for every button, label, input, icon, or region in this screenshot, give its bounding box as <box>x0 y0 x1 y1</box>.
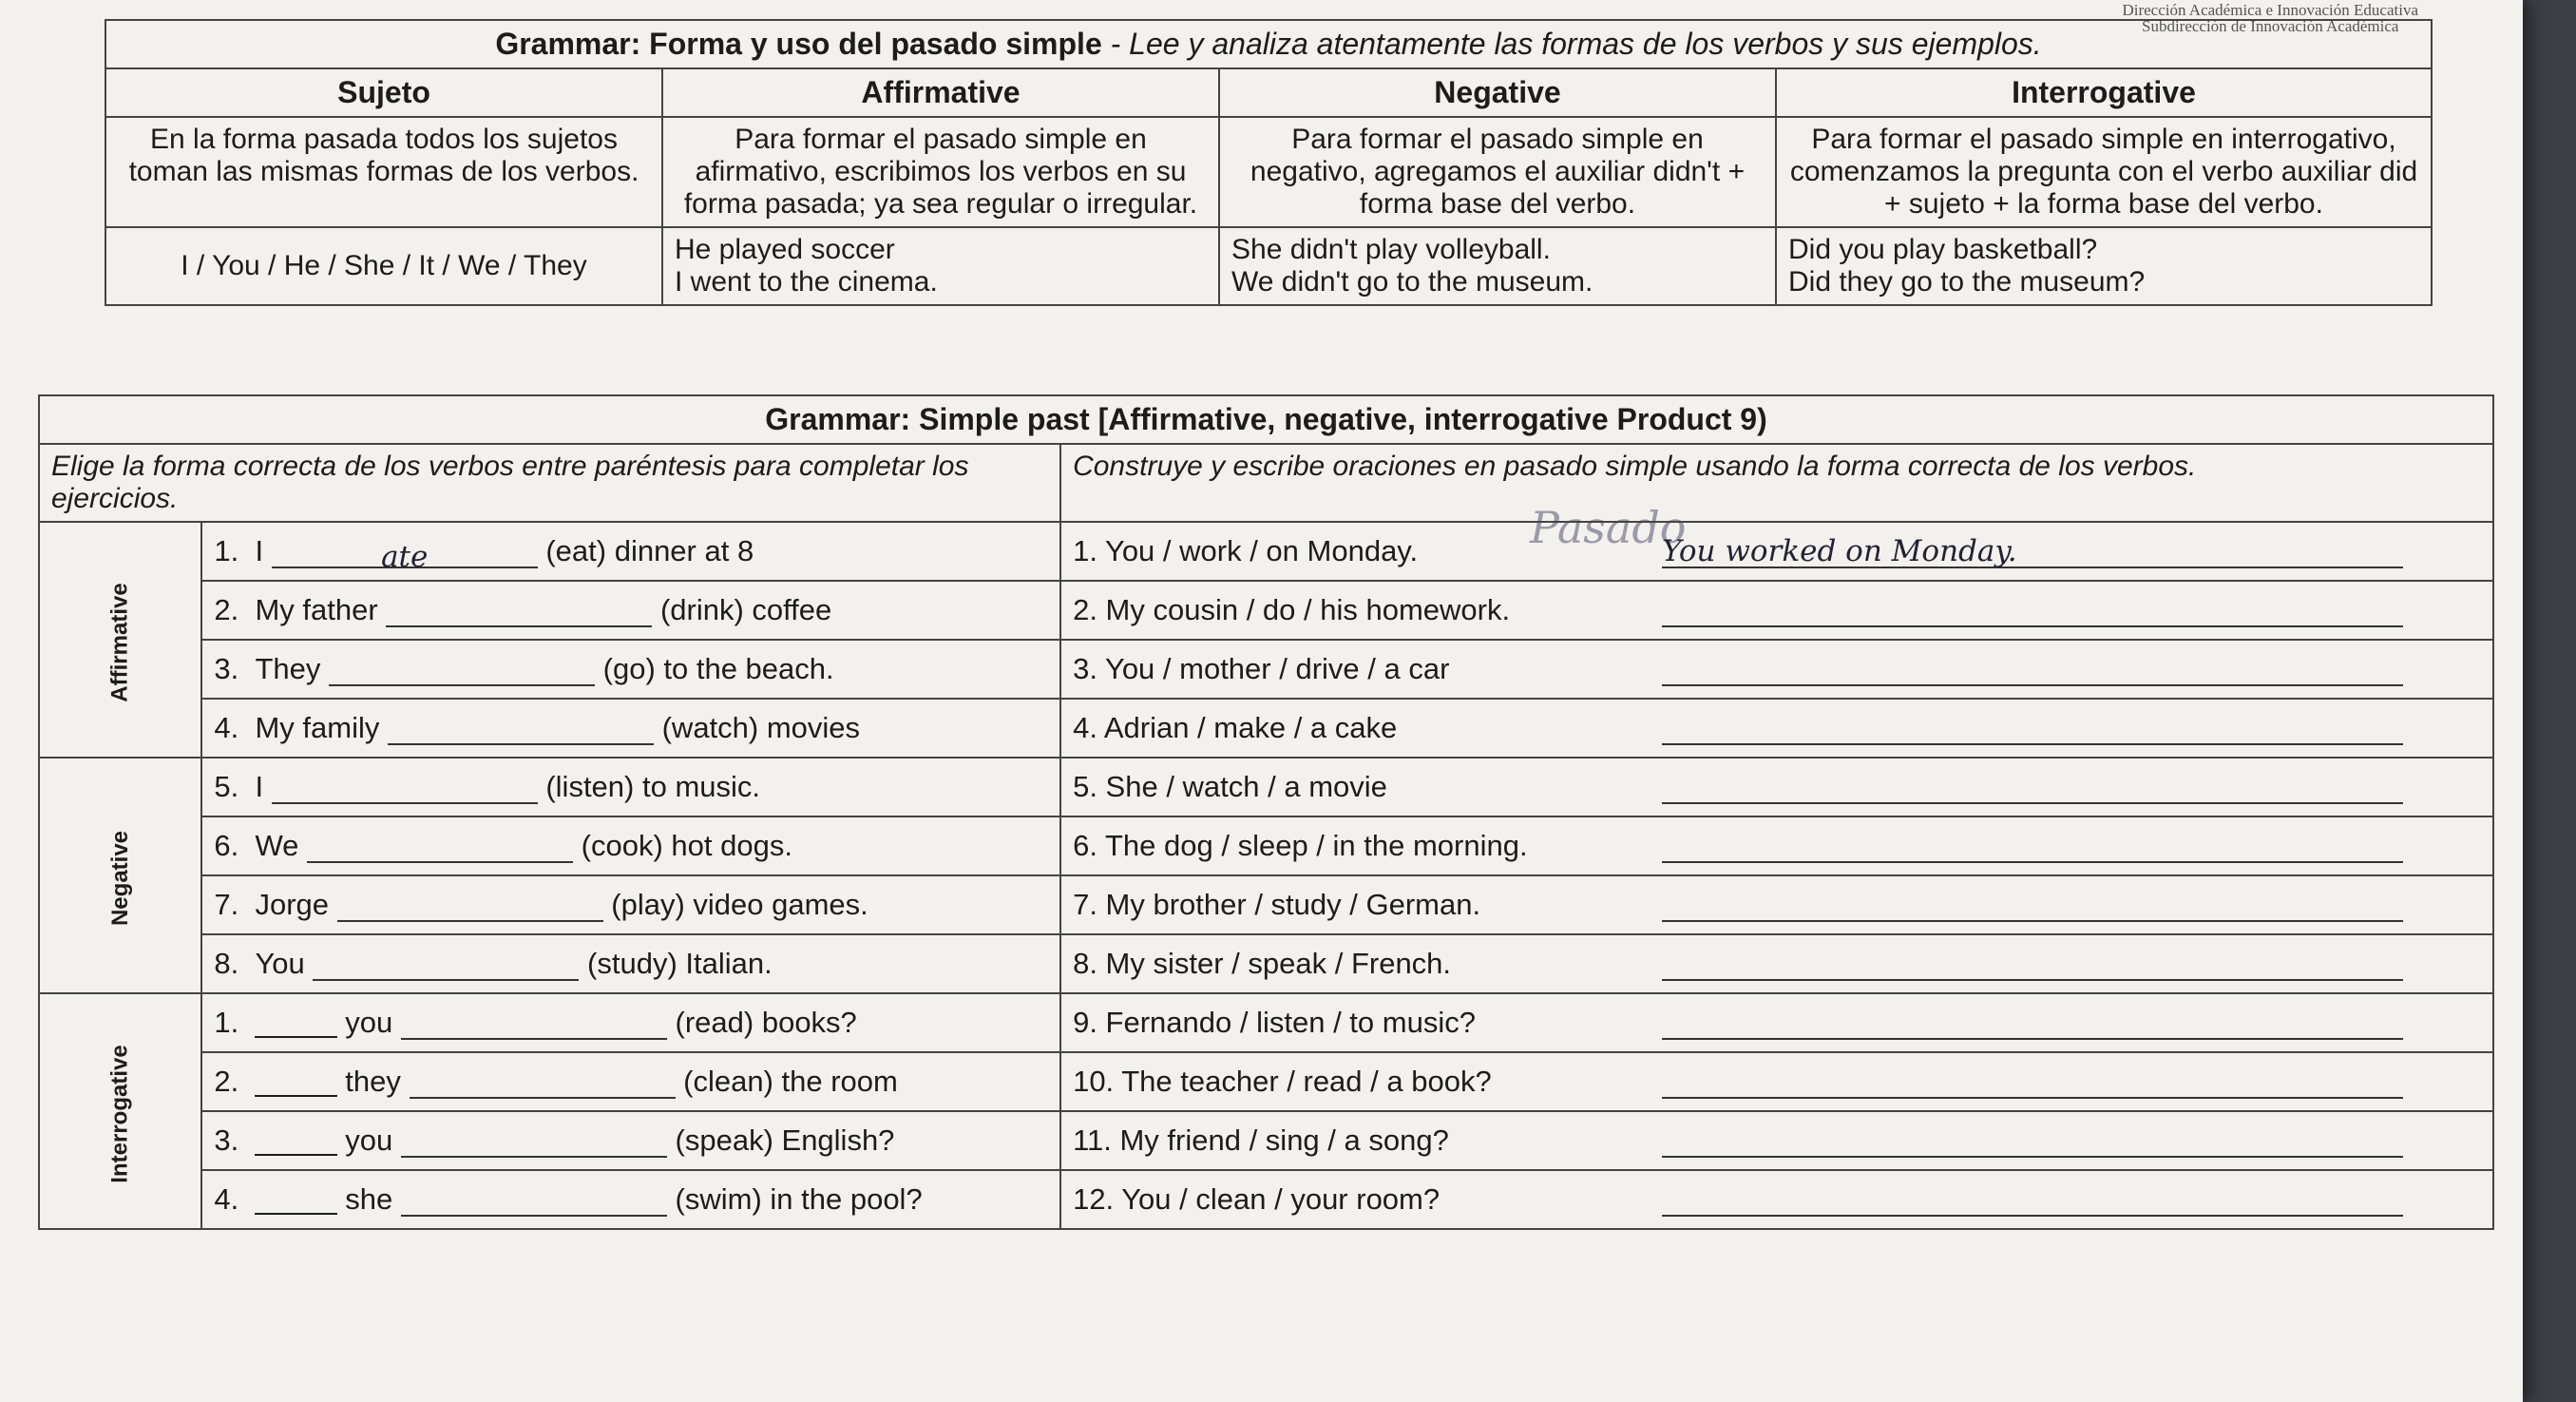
item-number: 2. <box>214 593 239 626</box>
fill-in-item <box>201 875 1060 934</box>
grammar-title-instructions: - Lee y analiza atentamente las formas de los verbos y sus ejemplos. <box>1110 27 2042 61</box>
item-number: 2. <box>214 1065 239 1098</box>
institution-line-2: Subdirección de Innovación Académica <box>2141 17 2399 35</box>
fill-in-item <box>201 1170 1060 1229</box>
answer-line[interactable] <box>1662 829 2403 863</box>
construct-prompt: 7. My brother / study / German. <box>1073 888 1481 921</box>
answer-blank[interactable] <box>329 658 595 686</box>
item-number: 1. <box>214 1006 239 1039</box>
grammar-title-row <box>105 20 2432 68</box>
construct-item <box>1060 875 2493 934</box>
rule-interrogative: Para formar el pasado simple en interrogativo, comenzamos la pregunta con el verbo auxiliar did + sujeto + la forma base del verbo. <box>1776 117 2432 227</box>
item-number: 8. <box>214 947 239 980</box>
construct-prompt: 3. You / mother / drive / a car <box>1073 652 1450 685</box>
item-number: 3. <box>214 1124 239 1157</box>
negative-example: She didn't play volleyball. <box>1231 234 1551 265</box>
construct-prompt: 8. My sister / speak / French. <box>1073 947 1452 980</box>
item-subject: _____ she <box>255 1182 393 1216</box>
item-verb-hint: (eat) dinner at 8 <box>545 534 754 567</box>
header-affirmative: Affirmative <box>662 68 1219 117</box>
fill-in-item <box>201 993 1060 1052</box>
section-label-text: Interrogative <box>106 1045 133 1183</box>
answer-blank[interactable] <box>337 893 603 922</box>
exercise-row <box>39 934 2493 993</box>
item-subject: I <box>255 770 264 803</box>
item-number: 4. <box>214 711 239 744</box>
exercise-row <box>39 816 2493 875</box>
construct-prompt: 5. She / watch / a movie <box>1073 770 1387 803</box>
exercise-title: Grammar: Simple past [Affirmative, negative, interrogative Product 9) <box>39 395 2493 444</box>
rule-negative: Para formar el pasado simple en negativo, agregamos el auxiliar didn't + forma base del verbo. <box>1219 117 1776 227</box>
answer-line[interactable] <box>1662 593 2403 627</box>
construct-item <box>1060 1170 2493 1229</box>
item-subject: We <box>255 829 299 862</box>
construct-item <box>1060 522 2493 581</box>
answer-blank[interactable]: ate <box>272 540 538 568</box>
affirmative-examples <box>662 227 1219 305</box>
item-verb-hint: (watch) movies <box>661 711 861 744</box>
construct-item <box>1060 816 2493 875</box>
section-label <box>39 522 201 758</box>
grammar-header-row <box>105 68 2432 117</box>
item-verb-hint: (study) Italian. <box>587 947 773 980</box>
construct-prompt: 10. The teacher / read / a book? <box>1073 1065 1492 1098</box>
item-subject: You <box>255 947 305 980</box>
header-interrogative: Interrogative <box>1776 68 2432 117</box>
item-verb-hint: (play) video games. <box>611 888 868 921</box>
negative-example: We didn't go to the museum. <box>1231 266 1593 298</box>
fill-in-item <box>201 934 1060 993</box>
construct-item <box>1060 1111 2493 1170</box>
grammar-reference-table <box>105 19 2433 306</box>
item-number: 6. <box>214 829 239 862</box>
answer-line[interactable] <box>1662 770 2403 804</box>
section-label-text: Affirmative <box>106 583 133 702</box>
construct-item <box>1060 581 2493 640</box>
answer-line[interactable] <box>1662 652 2403 686</box>
construct-item <box>1060 1052 2493 1111</box>
item-verb-hint: (drink) coffee <box>659 593 832 626</box>
exercise-row <box>39 1111 2493 1170</box>
fill-in-item <box>201 1052 1060 1111</box>
handwritten-note: Pasado <box>1530 502 1687 553</box>
item-subject: _____ they <box>255 1065 401 1098</box>
negative-examples <box>1219 227 1776 305</box>
answer-line[interactable]: You worked on Monday. <box>1662 534 2403 568</box>
item-number: 3. <box>214 652 239 685</box>
answer-blank[interactable] <box>386 599 652 627</box>
subjects-list: I / You / He / She / It / We / They <box>105 227 662 305</box>
construct-prompt: 4. Adrian / make / a cake <box>1073 711 1398 744</box>
construct-item <box>1060 640 2493 699</box>
interrogative-examples <box>1776 227 2432 305</box>
exercise-row <box>39 522 2493 581</box>
item-verb-hint: (cook) hot dogs. <box>581 829 792 862</box>
construct-item <box>1060 699 2493 758</box>
fill-in-item <box>201 758 1060 816</box>
item-verb-hint: (go) to the beach. <box>602 652 834 685</box>
header-subject: Sujeto <box>105 68 662 117</box>
exercise-row <box>39 640 2493 699</box>
exercise-row <box>39 1170 2493 1229</box>
item-subject: _____ you <box>255 1006 393 1039</box>
item-verb-hint: (read) books? <box>675 1006 857 1039</box>
answer-line[interactable] <box>1662 1065 2403 1099</box>
interrogative-example: Did you play basketball? <box>1788 234 2098 265</box>
exercise-title-row <box>39 395 2493 444</box>
exercise-row <box>39 993 2493 1052</box>
construct-item <box>1060 934 2493 993</box>
construct-item <box>1060 758 2493 816</box>
rule-affirmative: Para formar el pasado simple en afirmativo, escribimos los verbos en su forma pasada; ya sea regular o irregular. <box>662 117 1219 227</box>
section-label-text: Negative <box>106 830 133 927</box>
item-subject: My family <box>255 711 380 744</box>
exercise-sections <box>39 522 2493 1229</box>
section-label <box>39 758 201 993</box>
answer-line[interactable] <box>1662 888 2403 922</box>
instructions-left: Elige la forma correcta de los verbos entre paréntesis para completar los ejercicios. <box>39 444 1060 522</box>
grammar-title <box>105 17 2432 68</box>
fill-in-item <box>201 1111 1060 1170</box>
exercise-table <box>38 394 2494 1230</box>
construct-prompt: 1. You / work / on Monday. <box>1073 534 1419 567</box>
rule-subject: En la forma pasada todos los sujetos toman las mismas formas de los verbos. <box>105 117 662 227</box>
answer-line[interactable] <box>1662 711 2403 745</box>
item-verb-hint: (clean) the room <box>683 1065 898 1098</box>
item-number: 5. <box>214 770 239 803</box>
answer-line[interactable] <box>1662 1182 2403 1217</box>
exercise-row <box>39 581 2493 640</box>
exercise-row <box>39 699 2493 758</box>
interrogative-example: Did they go to the museum? <box>1788 266 2146 298</box>
construct-item <box>1060 993 2493 1052</box>
item-subject: They <box>255 652 321 685</box>
answer-blank[interactable] <box>388 717 654 745</box>
affirmative-example: I went to the cinema. <box>675 266 938 298</box>
item-number: 1. <box>214 534 239 567</box>
exercise-row <box>39 875 2493 934</box>
item-subject: My father <box>255 593 378 626</box>
construct-prompt: 6. The dog / sleep / in the morning. <box>1073 829 1528 862</box>
affirmative-example: He played soccer <box>675 234 895 265</box>
item-subject: _____ you <box>255 1124 393 1157</box>
answer-blank[interactable] <box>307 835 573 863</box>
fill-in-item <box>201 816 1060 875</box>
fill-in-item <box>201 581 1060 640</box>
instructions-right: Construye y escribe oraciones en pasado simple usando la forma correcta de los verbos. <box>1060 444 2493 522</box>
answer-line[interactable] <box>1662 1124 2403 1158</box>
grammar-title-text: Grammar: Forma y uso del pasado simple <box>495 27 1102 61</box>
answer-blank[interactable] <box>272 776 538 804</box>
answer-blank[interactable] <box>313 952 579 981</box>
grammar-examples-row <box>105 227 2432 305</box>
answer-line[interactable] <box>1662 1006 2403 1040</box>
item-verb-hint: (listen) to music. <box>545 770 761 803</box>
institution-line-1: Dirección Académica e Innovación Educativa <box>2122 1 2418 19</box>
answer-blank[interactable] <box>401 1129 667 1158</box>
answer-line[interactable] <box>1662 947 2403 981</box>
fill-in-item <box>201 699 1060 758</box>
exercise-row <box>39 758 2493 816</box>
answer-blank[interactable] <box>410 1070 676 1099</box>
item-verb-hint: (swim) in the pool? <box>675 1182 923 1216</box>
item-number: 7. <box>214 888 239 921</box>
construct-prompt: 11. My friend / sing / a song? <box>1073 1124 1449 1157</box>
item-subject: Jorge <box>255 888 330 921</box>
answer-blank[interactable] <box>401 1188 667 1217</box>
section-label <box>39 993 201 1229</box>
fill-in-item <box>201 522 1060 581</box>
grammar-rules-row <box>105 117 2432 227</box>
exercise-instructions-row <box>39 444 2493 522</box>
construct-prompt: 12. You / clean / your room? <box>1073 1182 1441 1216</box>
item-verb-hint: (speak) English? <box>675 1124 895 1157</box>
item-subject: I <box>255 534 264 567</box>
fill-in-item <box>201 640 1060 699</box>
item-number: 4. <box>214 1182 239 1216</box>
header-negative: Negative <box>1219 68 1776 117</box>
exercise-row <box>39 1052 2493 1111</box>
answer-blank[interactable] <box>401 1011 667 1040</box>
construct-prompt: 9. Fernando / listen / to music? <box>1073 1006 1476 1039</box>
construct-prompt: 2. My cousin / do / his homework. <box>1073 593 1511 626</box>
